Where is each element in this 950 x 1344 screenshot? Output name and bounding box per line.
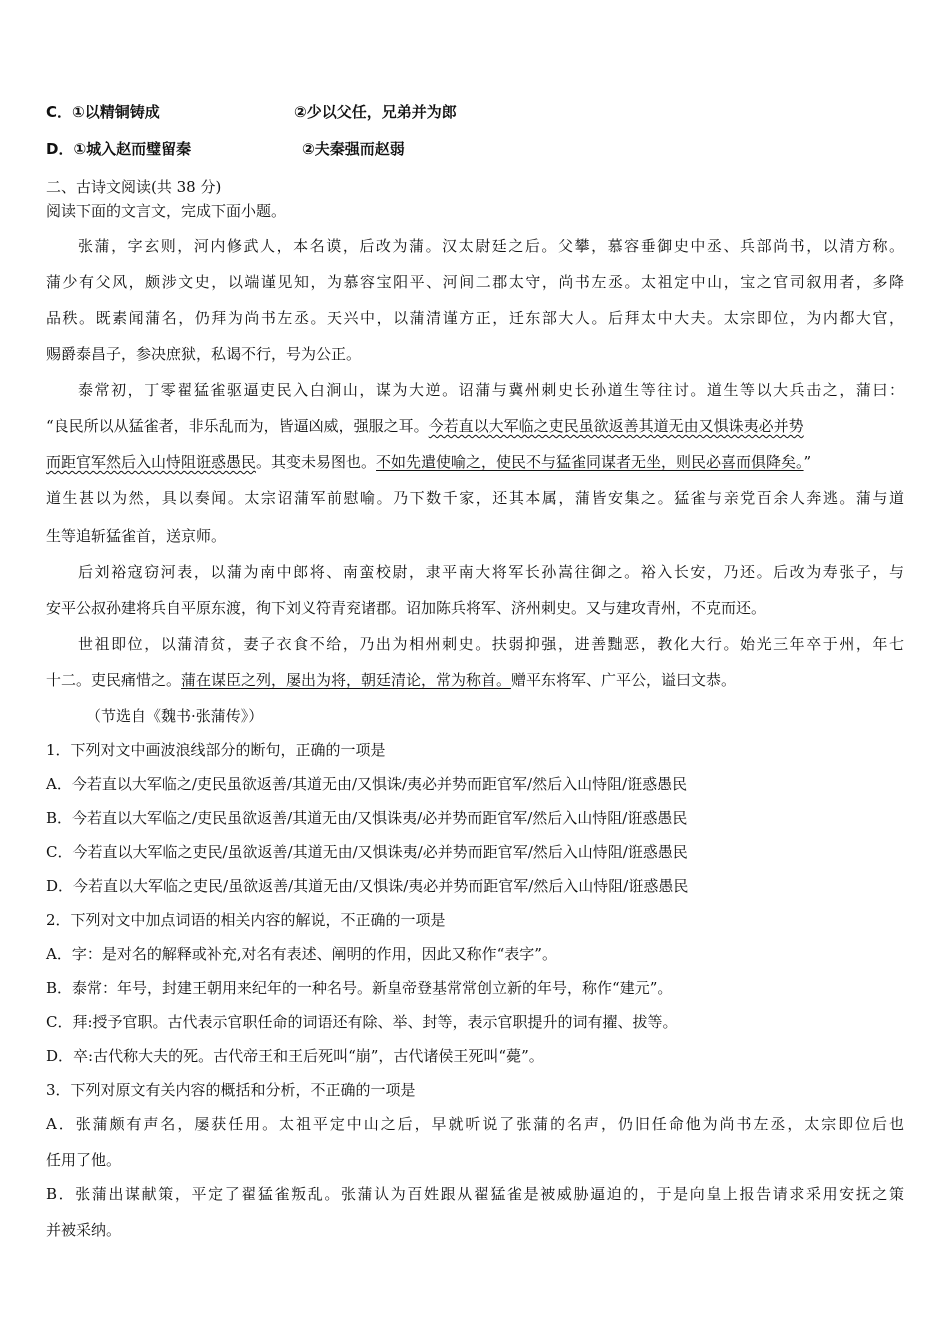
question-1-option-d: D．今若直以大军临之吏民/虽欲返善/其道无由/又惧诛/夷必并势而距官军/然后入山恃阻/诳惑愚民 — [46, 877, 689, 895]
question-2-option-d: D．卒:古代称大夫的死。古代帝王和王后死叫“崩”，古代诸侯王死叫“薨”。 — [46, 1047, 544, 1065]
passage-p2-line — [46, 452, 904, 472]
passage-p3-line: 后刘裕寇窃河表，以蒲为南中郎将、南蛮校尉，隶平南大将军长孙嵩往御之。裕入长安，乃还。后改为寿张子，与 — [78, 563, 904, 581]
passage-source: （节选自《魏书·张蒲传》） — [86, 707, 264, 725]
prev-option-c-right: ②少以父任，兄弟并为郎 — [294, 103, 457, 121]
prev-option-d — [46, 139, 904, 159]
passage-text: ” — [803, 453, 812, 471]
passage-p2-line: 泰常初，丁零翟猛雀驱逼吏民入白涧山，谋为大逆。诏蒲与冀州刺史长孙道生等往讨。道生等以大兵击之，蒲曰： — [78, 381, 904, 399]
passage-p4-line: 世祖即位，以蒲清贫，妻子衣食不给，乃出为相州刺史。扶弱抑强，进善黜恶，教化大行。始光三年卒于州，年七 — [78, 635, 904, 653]
passage-text: 赠平东将军、广平公，谥曰文恭。 — [511, 671, 737, 689]
question-3-option-b: B．张蒲出谋献策，平定了翟猛雀叛乱。张蒲认为百姓跟从翟猛雀是被威胁逼迫的，于是向皇上报告请求采用安抚之策 — [46, 1185, 904, 1203]
question-1-option-a: A．今若直以大军临之/吏民虽欲返善/其道无由/又惧诛/夷必并势而距官军/然后入山恃阻/诳惑愚民 — [46, 775, 688, 793]
wavy-underlined-text: 今若直以大军临之吏民虽欲返善其道无由又惧诛夷必并势 — [428, 417, 804, 435]
prev-option-d-left: D．①城入赵而璧留秦 — [46, 140, 192, 158]
passage-p1-line: 张蒲，字玄则，河内修武人，本名谟，后改为蒲。汉太尉廷之后。父攀，慕容垂御史中丞、兵部尚书，以清方称。 — [78, 237, 904, 255]
question-1-option-b: B．今若直以大军临之/吏民虽欲返善/其道无由/又惧诛夷/必并势而距官军/然后入山恃阻/诳惑愚民 — [46, 809, 688, 827]
passage-p2-line: 道生甚以为然，具以奏闻。太宗诏蒲军前慰喻。乃下数千家，还其本属，蒲皆安集之。猛雀与亲党百余人奔逃。蒲与道 — [46, 489, 904, 507]
question-2-option-a: A．字：是对名的解释或补充,对名有表述、阐明的作用，因此又称作“表字”。 — [46, 945, 557, 963]
question-3-option-a-cont: 任用了他。 — [46, 1151, 122, 1169]
question-1-stem: 1．下列对文中画波浪线部分的断句，正确的一项是 — [46, 741, 386, 759]
passage-text: 十二。吏民痛惜之。 — [46, 671, 182, 689]
prev-option-c — [46, 102, 904, 122]
underlined-sentence: 不如先遣使喻之，使民不与猛雀同谋者无坐，则民必喜而俱降矣。 — [376, 453, 804, 471]
passage-p1-line: 品秩。既素闻蒲名，仍拜为尚书左丞。天兴中，以蒲清谨方正，迁东部大人。后拜太中大夫。太宗即位，为内都大官， — [46, 309, 904, 327]
passage-p2-line — [46, 416, 904, 436]
passage-p1-line: 赐爵泰昌子，参决庶狱，私谒不行，号为公正。 — [46, 345, 362, 363]
passage-p3-line: 安平公叔孙建将兵自平原东渡，徇下刘义符青兖诸郡。诏加陈兵将军、济州刺史。又与建攻青州，不克而还。 — [46, 599, 767, 617]
question-2-option-c: C．拜:授予官职。古代表示官职任命的词语还有除、举、封等，表示官职提升的词有擢、拔等。 — [46, 1013, 678, 1031]
wavy-underlined-text: 而距官军然后入山恃阻诳惑愚民 — [46, 453, 257, 471]
passage-p2-line: 生等追斩猛雀首，送京师。 — [46, 527, 227, 545]
prev-option-d-right: ②夫秦强而赵弱 — [302, 140, 405, 158]
passage-p1-line: 蒲少有父风，颇涉文史，以端谨见知，为慕容宝阳平、河间二郡太守，尚书左丞。太祖定中山，宝之官司叙用者，多降 — [46, 273, 904, 291]
question-1-option-c: C．今若直以大军临之吏民/虽欲返善/其道无由/又惧诛夷/必并势而距官军/然后入山恃阻/诳惑愚民 — [46, 843, 688, 861]
passage-p4-line — [46, 670, 904, 690]
underlined-sentence: 蒲在谋臣之列，屡出为将，朝廷清论，常为称首。 — [181, 671, 512, 689]
prev-option-c-left: C．①以精铜铸成 — [46, 103, 160, 121]
question-3-option-a: A．张蒲颇有声名，屡获任用。太祖平定中山之后，早就听说了张蒲的名声，仍旧任命他为尚书左丞，太宗即位后也 — [46, 1115, 904, 1133]
passage-text: 。其变未易图也。 — [256, 453, 377, 471]
passage-text: “良民所以从猛雀者，非乐乱而为，皆逼凶威，强服之耳。 — [46, 417, 429, 435]
section-instruction: 阅读下面的文言文，完成下面小题。 — [46, 202, 287, 220]
question-3-option-b-cont: 并被采纳。 — [46, 1221, 122, 1239]
question-3-stem: 3．下列对原文有关内容的概括和分析，不正确的一项是 — [46, 1081, 416, 1099]
section-heading: 二、古诗文阅读(共 38 分) — [46, 178, 222, 196]
question-2-option-b: B．泰常：年号，封建王朝用来纪年的一种名号。新皇帝登基常常创立新的年号，称作“建元”。 — [46, 979, 673, 997]
question-2-stem: 2．下列对文中加点词语的相关内容的解说，不正确的一项是 — [46, 911, 446, 929]
